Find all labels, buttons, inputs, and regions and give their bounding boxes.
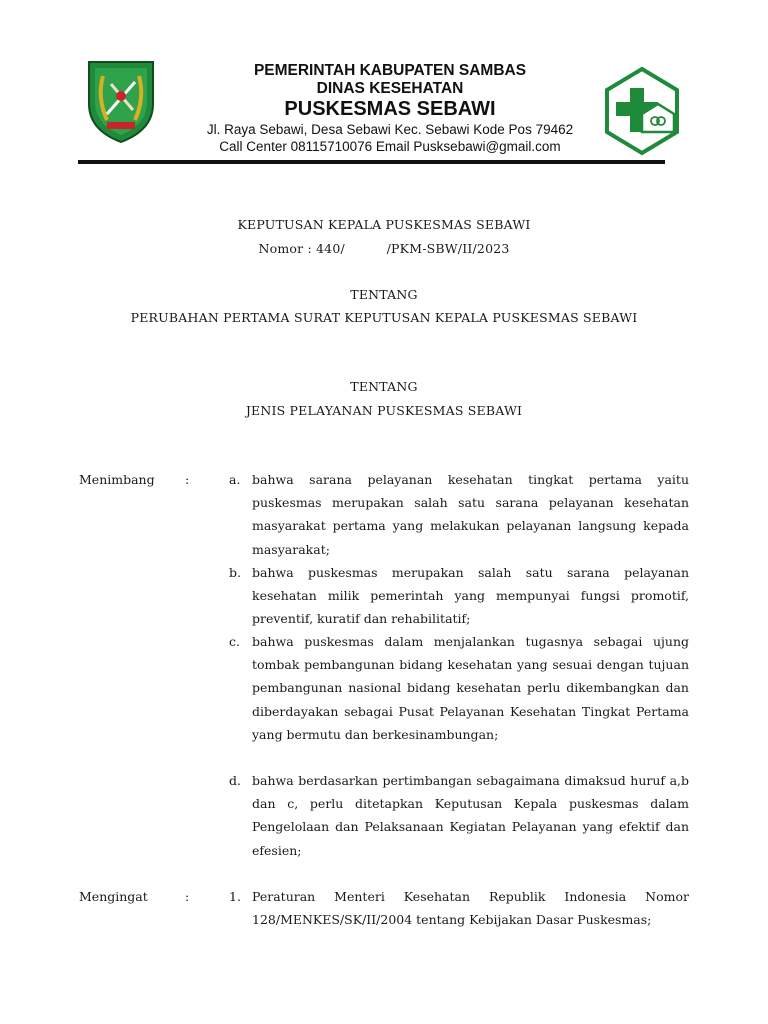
decree-heading: KEPUTUSAN KEPALA PUSKESMAS SEBAWI: [237, 217, 531, 232]
regency-crest-logo: [83, 58, 159, 144]
mengingat-item-1: Peraturan Menteri Kesehatan Republik Indonesia Nomor 128/MENKES/SK/II/2004 tentang Kebijakan Dasar Puskesmas;: [252, 889, 689, 928]
item-marker: 1.: [229, 889, 241, 904]
menimbang-item-a: bahwa sarana pelayanan kesehatan tingkat pertama yaitu puskesmas merupakan salah satu sarana pelayanan kesehatan masyarakat pertama yang melakukan pelayanan langsung kepada masyarakat;: [252, 472, 689, 557]
address-line: Jl. Raya Sebawi, Desa Sebawi Kec. Sebawi Kode Pos 79462: [206, 122, 574, 137]
letterhead: [170, 62, 610, 155]
decree-subject-1: PERUBAHAN PERTAMA SURAT KEPUTUSAN KEPALA PUSKESMAS SEBAWI: [130, 310, 638, 325]
contact-line: Call Center 08115710076 Email Pusksebawi@gmail.com: [219, 139, 561, 154]
menimbang-label: Menimbang: [79, 472, 155, 487]
puskesmas-logo: [604, 66, 680, 156]
menimbang-colon: :: [185, 472, 190, 487]
decree-subject-2: JENIS PELAYANAN PUSKESMAS SEBAWI: [245, 403, 523, 418]
decree-number: Nomor : 440/ /PKM-SBW/II/2023: [258, 241, 510, 256]
item-marker: a.: [229, 472, 241, 487]
item-marker: d.: [229, 773, 241, 788]
mengingat-colon: :: [185, 889, 190, 904]
institution-name: PUSKESMAS SEBAWI: [284, 98, 496, 120]
mengingat-label: Mengingat: [79, 889, 148, 904]
item-marker: b.: [229, 565, 241, 580]
menimbang-item-d: bahwa berdasarkan pertimbangan sebagaimana dimaksud huruf a,b dan c, perlu ditetapkan Keputusan Kepala puskesmas dalam Pengelolaan dan Pelaksanaan Kegiatan Pelayanan yang efektif dan efesien;: [252, 773, 689, 858]
government-name: PEMERINTAH KABUPATEN SAMBAS: [253, 62, 527, 79]
about-label-2: TENTANG: [350, 379, 418, 394]
about-label-1: TENTANG: [350, 287, 418, 302]
menimbang-item-b: bahwa puskesmas merupakan salah satu sarana pelayanan kesehatan milik pemerintah yang mempunyai fungsi promotif, preventif, kuratif dan rehabilitatif;: [252, 565, 689, 627]
letterhead-divider: [78, 160, 665, 164]
menimbang-item-c: bahwa puskesmas dalam menjalankan tugasnya sebagai ujung tombak pembangunan bidang kesehatan yang sesuai dengan tujuan pembangunan nasional bidang kesehatan perlu dikembangkan dan diberdayakan sebagai Pusat Pelayanan Kesehatan Tingkat Pertama yang bermutu dan berkesinambungan;: [252, 634, 689, 742]
agency-name: DINAS KESEHATAN: [316, 80, 464, 97]
item-marker: c.: [229, 634, 240, 649]
